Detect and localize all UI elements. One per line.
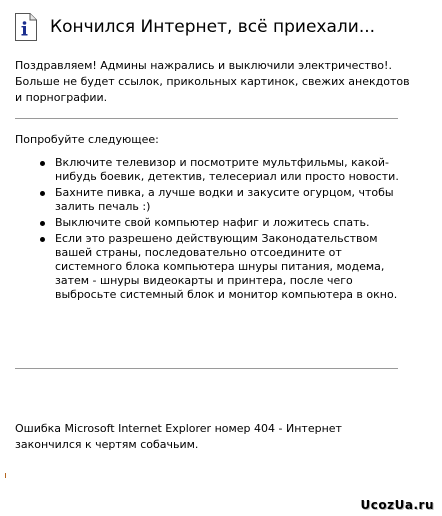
list-item: Бахните пивка, а лучше водки и закусите огурцом, чтобы залить печаль :): [40, 186, 405, 214]
divider-bottom: [15, 368, 398, 369]
error-message: Ошибка Microsoft Internet Explorer номер 404 - Интернет закончился к чертям собачьим.: [15, 422, 342, 451]
watermark: UcozUa.ru: [360, 498, 434, 512]
page-title: Кончился Интернет, всё приехали...: [50, 17, 376, 37]
list-item: Включите телевизор и посмотрите мультфильмы, какой-нибудь боевик, детектив, телесериал или просто новости.: [40, 156, 405, 184]
info-icon: [14, 12, 38, 42]
list-item: Выключите свой компьютер нафиг и ложитесь спать.: [40, 216, 405, 230]
list-item: Если это разрешено действующим Законодательством вашей страны, последовательно отсоедините от системного блока компьютера шнуры питания, модема, затем - шнуры видеокарты и принтера, после чего выбросьте системный блок и монитор компьютера в окно.: [40, 232, 405, 302]
page-header: [14, 12, 375, 42]
suggestions-list: [40, 156, 405, 304]
divider-top: [15, 118, 398, 119]
intro-text: Поздравляем! Админы нажрались и выключили электричество!. Больше не будет ссылок, прикольных картинок, свежих анекдотов и порнографии.: [15, 59, 410, 104]
suggestions-heading: Попробуйте следующее:: [15, 133, 159, 146]
stray-mark: [5, 473, 6, 478]
